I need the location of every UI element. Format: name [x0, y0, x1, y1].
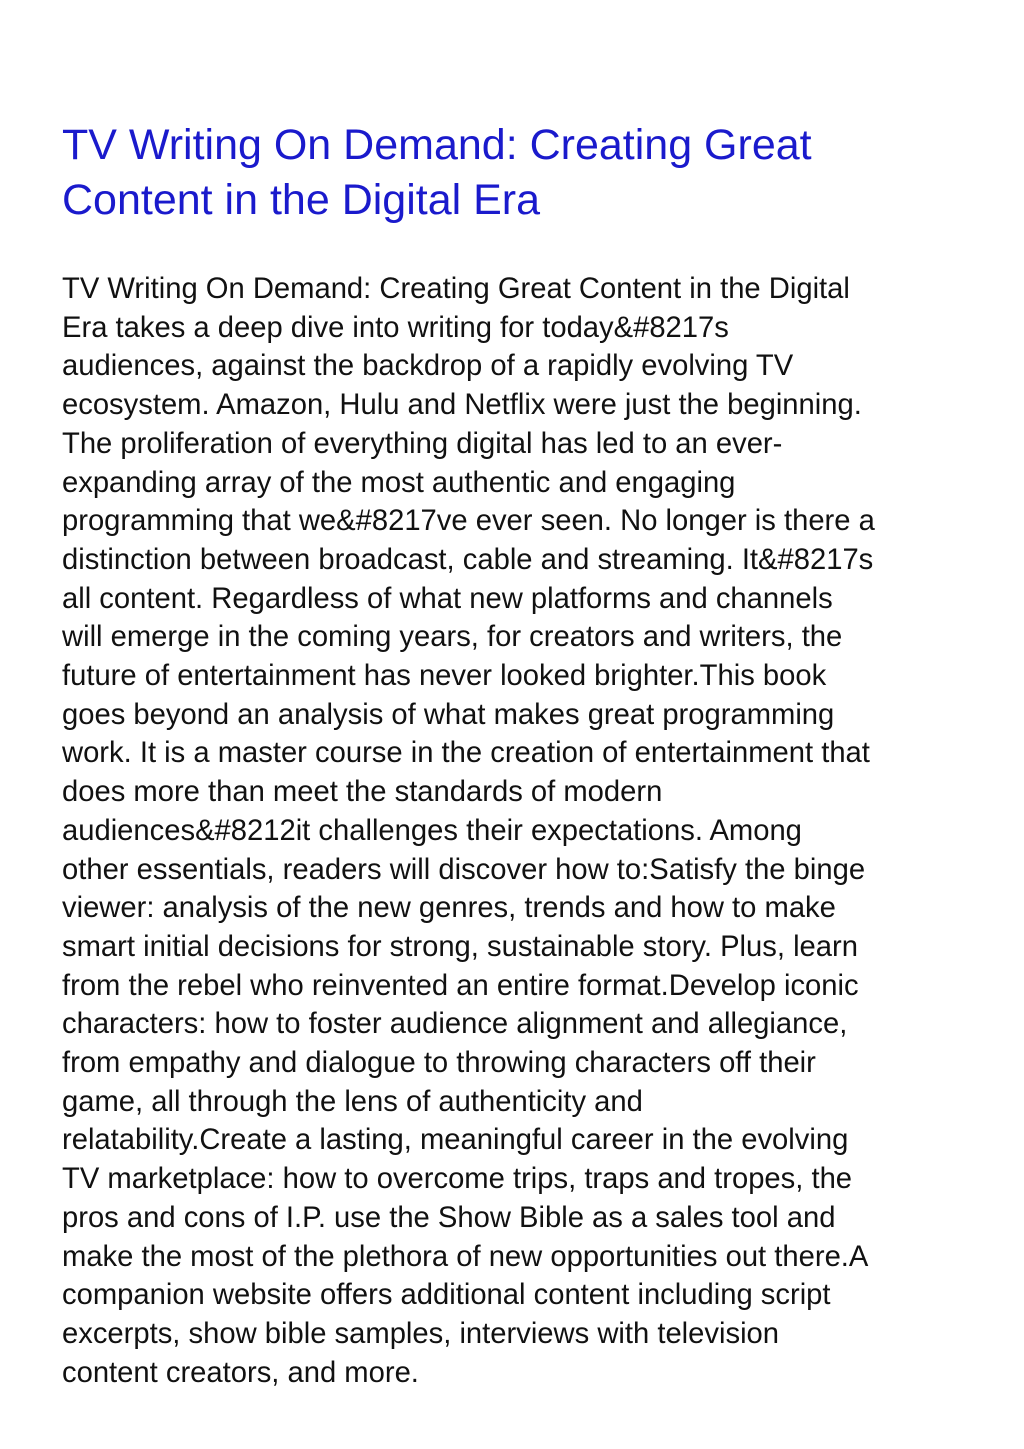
body-line: will emerge in the coming years, for creators and writers, the: [62, 621, 843, 654]
body-line: audiences&#8212it challenges their expectations. Among: [62, 814, 802, 847]
body-line: game, all through the lens of authenticity and: [62, 1085, 643, 1118]
body-line: goes beyond an analysis of what makes great programming: [62, 698, 835, 731]
body-line: TV Writing On Demand: Creating Great Content in the Digital: [62, 273, 850, 305]
body-line: pros and cons of I.P. use the Show Bible as a sales tool and: [62, 1201, 836, 1234]
body-line: viewer: analysis of the new genres, trends and how to make: [62, 892, 836, 925]
body-line: other essentials, readers will discover how to:Satisfy the binge: [62, 853, 866, 886]
body-line: characters: how to foster audience alignment and allegiance,: [62, 1008, 848, 1041]
body-line: make the most of the plethora of new opportunities out there.A: [62, 1240, 869, 1273]
body-line: programming that we&#8217ve ever seen. No longer is there a: [62, 505, 875, 538]
body-line: ecosystem. Amazon, Hulu and Netflix were just the beginning.: [62, 389, 862, 422]
body-line: all content. Regardless of what new platforms and channels: [62, 582, 833, 615]
body-line: audiences, against the backdrop of a rapidly evolving TV: [62, 350, 794, 383]
body-line: smart initial decisions for strong, sustainable story. Plus, learn: [62, 930, 858, 963]
body-line: from the rebel who reinvented an entire format.Develop iconic: [62, 969, 859, 1002]
body-line: from empathy and dialogue to throwing characters off their: [62, 1047, 816, 1080]
document-title: [62, 118, 962, 228]
document-body: [62, 270, 967, 1392]
body-line: companion website offers additional content including script: [62, 1279, 831, 1312]
body-line: excerpts, show bible samples, interviews with television: [62, 1317, 780, 1350]
body-line: work. It is a master course in the creation of entertainment that: [62, 737, 870, 770]
body-line: expanding array of the most authentic and engaging: [62, 466, 736, 499]
body-line: The proliferation of everything digital has led to an ever-: [62, 427, 783, 460]
body-line: distinction between broadcast, cable and streaming. It&#8217s: [62, 543, 874, 576]
title-line-1: TV Writing On Demand: Creating Great: [62, 121, 812, 169]
body-line: relatability.Create a lasting, meaningful career in the evolving: [62, 1124, 849, 1157]
body-line: Era takes a deep dive into writing for today&#8217s: [62, 311, 729, 344]
title-line-2: Content in the Digital Era: [62, 176, 541, 224]
body-line: TV marketplace: how to overcome trips, traps and tropes, the: [62, 1163, 853, 1196]
body-line: future of entertainment has never looked brighter.This book: [62, 660, 827, 693]
body-line: content creators, and more.: [62, 1356, 419, 1389]
body-line: does more than meet the standards of modern: [62, 776, 663, 809]
